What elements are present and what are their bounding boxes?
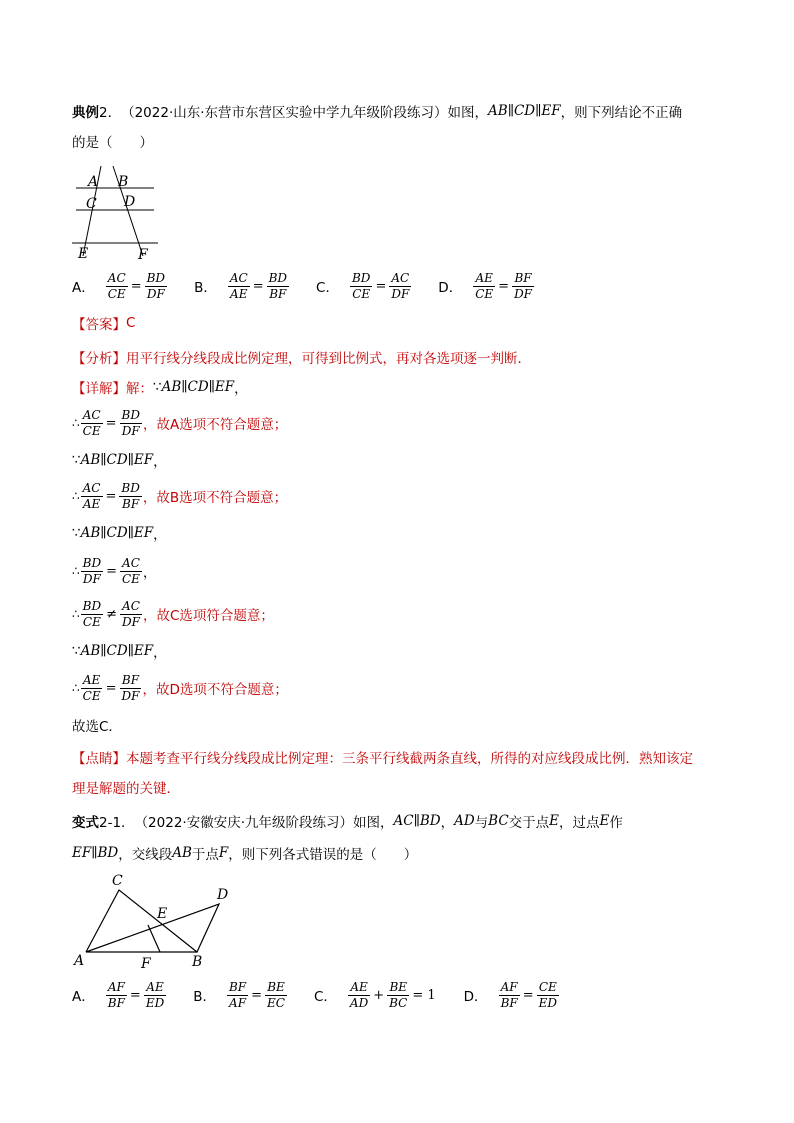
because-line-3 [72,520,167,546]
variant-question-line [72,840,417,866]
example-question-1: ，则下列结论不正确 [560,105,683,121]
numerator: AE [350,979,368,994]
option-label: A． [72,989,95,1005]
answer-value: C [126,315,136,331]
result-row-5 [72,670,288,706]
variant-math: EF∥BD [72,845,119,861]
option-label: A． [72,280,95,296]
because-line-2 [72,447,167,473]
denominator: AF [229,995,247,1010]
variant-options [72,977,586,1013]
variant-text: 于点 [191,847,219,863]
denominator: DF [146,286,165,301]
result-row-3 [72,553,156,589]
variant-figure [66,868,246,972]
example-options [72,268,561,304]
because-symbol: ∵ [72,525,81,541]
denominator: BF [107,995,125,1010]
numerator: AE [146,979,164,994]
fraction: $\frac{BD}{CE}$ [82,598,102,629]
option-c[interactable] [316,271,412,302]
operator: = [252,278,264,294]
operator: = [106,563,117,579]
dianjing-line-1 [72,744,693,770]
dianjing-text-1: 本题考查平行线分线段成比例定理：三条平行线截两条直线，所得的对应线段成比例．熟知该定 [126,751,693,767]
numerator: BE [267,979,285,994]
numerator: BD [351,270,371,285]
operator: = [105,680,117,696]
result-row-4 [72,596,274,632]
denominator: DF [514,286,533,301]
fraction [350,271,372,302]
operator: = [105,488,117,504]
detail-comma: ， [153,454,167,470]
because-symbol: ∵ [153,379,162,395]
fraction: $\frac{BD}{BF}$ [121,480,140,511]
detail-line-1 [72,374,248,400]
fraction: $\frac{BD}{DF}$ [82,555,102,586]
example-question-line-2 [72,128,153,154]
option-label: C． [316,280,339,296]
denominator: CE [107,286,126,301]
variant-label: 变式 [72,815,99,831]
option-d[interactable] [464,980,560,1011]
numerator: BF [514,270,532,285]
fig2-label-c: C [112,873,123,889]
result-note: ， [142,565,157,581]
fig2-label-b: B [192,954,203,970]
fraction: $\frac{AC}{AE}$ [82,480,101,511]
because-symbol: ∵ [72,452,81,468]
variant-text: ，则下列各式错误的是（ ） [228,847,418,863]
variant-math: E [549,813,560,829]
denominator: CE [475,286,494,301]
fraction: $\frac{AC}{DF}$ [122,598,140,629]
fraction [512,271,534,302]
numerator: AC [391,270,410,285]
answer-tag: 【答案】 [72,317,126,333]
variant-math: E [599,813,610,829]
option-label: B． [193,989,216,1005]
example-title-line [72,98,682,124]
option-c[interactable] [314,980,438,1011]
variant-title-line [72,808,623,834]
option-b[interactable] [194,271,290,302]
numerator: BF [228,979,247,994]
detail-comma: ， [234,381,248,397]
because-symbol: ∵ [72,643,81,659]
detail-condition: AB∥CD∥EF [80,643,154,659]
fraction [227,980,248,1011]
fig2-label-a: A [74,953,85,969]
denominator: CE [352,286,371,301]
fraction [106,980,127,1011]
numerator: BD [146,270,166,285]
denominator: BF [500,995,518,1010]
variant-text: ，过点 [559,815,600,831]
denominator: BF [269,286,287,301]
fig2-label-d: D [217,887,229,903]
because-line-4 [72,638,167,664]
fraction: $\frac{AC}{CE}$ [82,407,101,438]
denominator: AE [230,286,248,301]
example-label: 典例 [72,105,99,121]
fig-label-e: E [78,246,89,262]
fig-label-a: A [88,174,99,190]
analysis-text: 用平行线分线段成比例定理，可得到比例式，再对各选项逐一判断． [126,351,531,367]
fraction: $\frac{BD}{DF}$ [121,407,140,438]
fig-label-f: F [138,247,148,262]
variant-math: AB [172,845,192,861]
result-note: ，故D选项不符合题意； [142,682,288,698]
detail-condition: AB∥CD∥EF [80,452,154,468]
fraction [265,980,287,1011]
detail-comma: ， [153,645,167,661]
fraction [537,980,559,1011]
result-note: ，故C选项符合题意； [142,608,274,624]
fraction [387,980,409,1011]
option-label: D． [463,989,488,1005]
analysis-tag: 【分析】 [72,351,126,367]
operator: = [129,987,141,1003]
variant-text: 作 [609,815,623,831]
result-note: ，故A选项不符合题意； [142,417,288,433]
variant-text: ， [440,815,455,831]
numerator: CE [538,979,557,994]
fraction: $\frac{BF}{DF}$ [121,672,140,703]
example-number: 2． [99,105,122,121]
variant-number: 2-1． [99,815,135,831]
denominator: AD [349,995,369,1010]
fraction: $\frac{AE}{CE}$ [82,672,101,703]
variant-text: ，交线段 [118,847,173,863]
denominator: DF [391,286,410,301]
therefore-symbol: ∴ [72,681,80,695]
fraction [267,271,289,302]
example-question-2: 的是（ ） [72,135,153,151]
variant-text: 交于点 [508,815,550,831]
operator: = [251,987,263,1003]
fraction [228,271,250,302]
numerator: BE [389,979,408,994]
operator: = [105,415,117,431]
final-choice: 故选C． [72,719,122,735]
fig2-label-e: E [157,906,168,922]
answer-line [72,310,135,336]
variant-math: AC∥BD [393,813,441,829]
variant-text: 与 [474,815,489,831]
fig2-label-f: F [141,956,151,972]
numerator: AF [107,979,125,994]
fraction [348,980,370,1011]
option-label: C． [313,989,337,1005]
variant-math: BC [488,813,509,829]
result-row-2 [72,478,287,514]
denominator: ED [538,995,558,1010]
option-b[interactable] [193,980,288,1011]
fraction [389,271,411,302]
example-condition: AB∥CD∥EF [488,103,561,119]
operator: = [498,278,510,294]
therefore-symbol: ∴ [72,416,80,430]
detail-jie: 解： [126,381,153,397]
option-a[interactable] [72,271,168,302]
fig-label-d: D [124,194,136,210]
operator: ≠ [106,606,117,622]
numerator: AF [500,979,518,994]
operator: = [375,278,387,294]
final-choice-line [72,712,122,738]
numerator: AC [107,270,126,285]
variant-math: F [218,845,229,861]
therefore-symbol: ∴ [72,489,80,503]
denominator: ED [145,995,165,1010]
detail-tag: 【详解】 [72,381,126,397]
example-source: （2022·山东·东营市东营区实验中学九年级阶段练习）如图， [121,105,489,121]
analysis-line [72,344,531,370]
fraction [106,271,128,302]
detail-condition: AB∥CD∥EF [80,525,154,541]
example-figure [66,160,166,262]
denominator: EC [267,995,285,1010]
denominator: BC [389,995,408,1010]
fraction [144,980,166,1011]
therefore-symbol: ∴ [72,607,80,621]
numerator: AC [229,270,248,285]
option-label: B． [194,280,217,296]
fig-label-c: C [86,196,97,212]
option-label: D． [438,280,463,296]
operator: = [130,278,142,294]
fig-label-b: B [118,174,129,190]
detail-comma: ， [153,527,167,543]
dianjing-line-2 [72,774,180,800]
result-row-1 [72,405,287,441]
numerator: BD [268,270,288,285]
fraction: $\frac{AC}{CE}$ [122,555,140,586]
fraction [473,271,495,302]
option-a[interactable] [72,980,167,1011]
option-tail: = 1 [412,987,436,1003]
result-note: ，故B选项不符合题意； [142,490,288,506]
dianjing-text-2: 理是解题的关键． [72,781,180,797]
option-d[interactable] [438,271,535,302]
variant-source: （2022·安徽安庆·九年级阶段练习）如图， [134,815,394,831]
therefore-symbol: ∴ [72,564,80,578]
dianjing-tag: 【点睛】 [72,751,126,767]
operator: = [522,987,534,1003]
fraction [145,271,167,302]
variant-math: AD [454,813,475,829]
detail-condition: AB∥CD∥EF [161,379,235,395]
operator: + [373,987,385,1003]
numerator: AE [475,270,493,285]
fraction [499,980,520,1011]
